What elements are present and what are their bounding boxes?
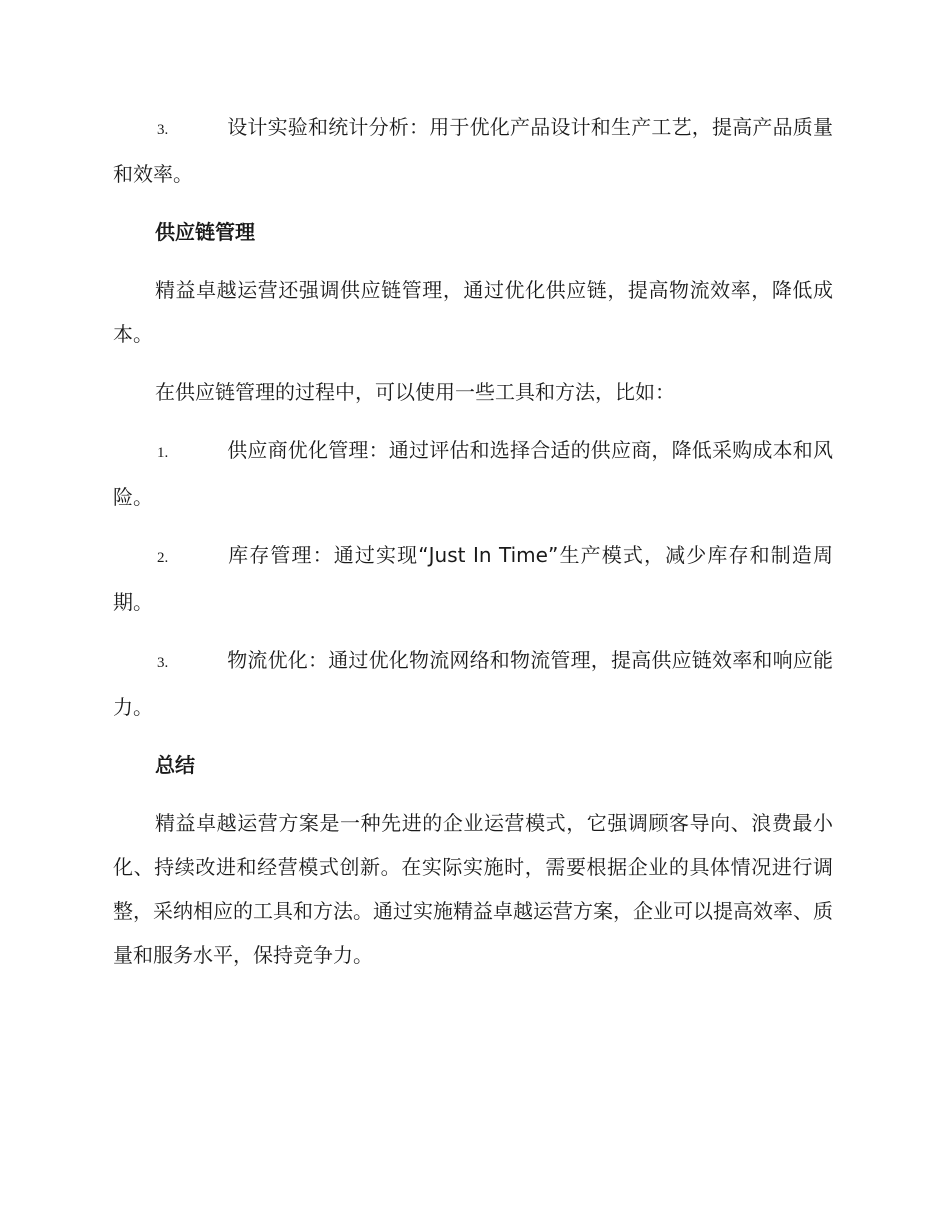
list-number: 3. bbox=[157, 122, 169, 138]
paragraph: 在供应链管理的过程中，可以使用一些工具和方法，比如： bbox=[155, 380, 675, 404]
list-item-text: 供应商优化管理：通过评估和选择合适的供应商，降低采购成本和风险。 bbox=[113, 438, 833, 509]
list-item bbox=[113, 428, 833, 519]
list-item bbox=[113, 105, 833, 196]
list-number: 1. bbox=[157, 445, 169, 461]
list-number: 2. bbox=[157, 550, 169, 566]
list-item-text: 设计实验和统计分析：用于优化产品设计和生产工艺，提高产品质量和效率。 bbox=[113, 115, 833, 186]
list-item bbox=[113, 638, 833, 729]
list-item bbox=[113, 533, 833, 624]
list-item-text: 库存管理：通过实现“Just In Time”生产模式，减少库存和制造周期。 bbox=[113, 543, 833, 614]
document-page bbox=[113, 105, 833, 991]
paragraph: 精益卓越运营方案是一种先进的企业运营模式，它强调顾客导向、浪费最小化、持续改进和经营模式创新。在实际实施时，需要根据企业的具体情况进行调整，采纳相应的工具和方法。通过实施精益卓越运营方案，企业可以提高效率、质量和服务水平，保持竞争力。 bbox=[113, 811, 833, 967]
section-heading: 总结 bbox=[155, 753, 195, 777]
list-number: 3. bbox=[157, 655, 169, 671]
paragraph: 精益卓越运营还强调供应链管理，通过优化供应链，提高物流效率，降低成本。 bbox=[113, 278, 833, 346]
section-heading: 供应链管理 bbox=[155, 220, 255, 244]
list-item-text: 物流优化：通过优化物流网络和物流管理，提高供应链效率和响应能力。 bbox=[113, 648, 833, 719]
